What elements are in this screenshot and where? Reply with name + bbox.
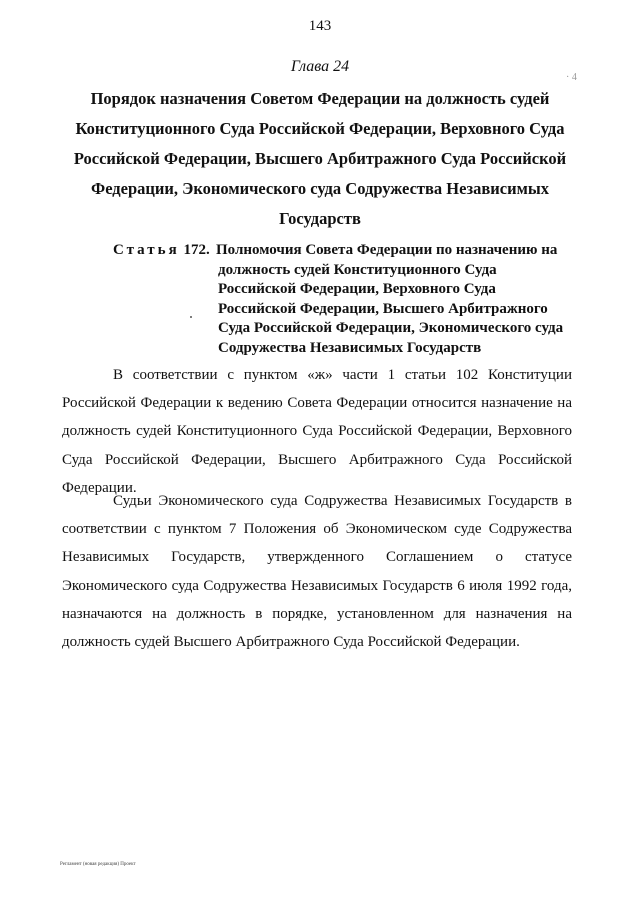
chapter-title-line: Конституционного Суда Российской Федерации, Верховного Суда xyxy=(75,119,565,138)
paragraph-line: Экономического суда Содружества Независимых Государств 6 июля 1992 года, xyxy=(62,577,572,594)
paragraph-line: должность судей Конституционного Суда Российской Федерации, Верховного xyxy=(62,423,572,440)
article-title-line: должность судей Конституционного Суда xyxy=(218,261,497,278)
paragraph-line: должность судей Высшего Арбитражного Суда Российской Федерации. xyxy=(62,634,520,651)
paragraph-line: назначаются на должность в порядке, установленном для назначения на xyxy=(62,605,572,622)
paragraph-2 xyxy=(62,487,572,656)
paragraph-line: Российской Федерации к ведению Совета Федерации относится назначение на xyxy=(62,395,572,412)
article-label xyxy=(113,241,210,261)
article-title-line: Полномочия Совета Федерации по назначению на xyxy=(216,242,558,258)
paragraph-line: Судьи Экономического суда Содружества Независимых Государств в xyxy=(113,493,572,509)
article-title-line: Российской Федерации, Верховного Суда xyxy=(218,281,496,298)
page-number: 143 xyxy=(308,18,332,34)
chapter-title-line: Федерации, Экономического суда Содружества Независимых xyxy=(91,179,549,198)
paragraph-line: соответствии с пунктом 7 Положения об Экономическом суде Содружества xyxy=(62,521,572,538)
article-title xyxy=(216,241,586,359)
article-label-word: Статья xyxy=(113,242,180,258)
paragraph-line: Независимых Государств, утвержденного Соглашением о статусе xyxy=(62,549,572,566)
article-number: 172. xyxy=(183,242,210,258)
scan-speck xyxy=(190,316,192,318)
chapter-title xyxy=(60,84,580,234)
footer-mark: Регламент (новая редакция) Проект xyxy=(60,862,136,867)
paragraph-line: Федерации. xyxy=(62,479,137,496)
scan-corner-mark: · 4 xyxy=(566,72,577,83)
paragraph-line: В соответствии с пунктом «ж» части 1 статьи 102 Конституции xyxy=(113,367,572,383)
chapter-title-line: Порядок назначения Советом Федерации на должность судей xyxy=(90,89,550,108)
paragraph-line: Суда Российской Федерации, Высшего Арбитражного Суда Российской xyxy=(62,451,572,468)
article-title-line: Содружества Независимых Государств xyxy=(218,339,482,356)
chapter-title-line: Государств xyxy=(279,209,361,228)
paragraph-1 xyxy=(62,361,572,502)
article-title-line: Российской Федерации, Высшего Арбитражного xyxy=(218,300,548,317)
chapter-title-line: Российской Федерации, Высшего Арбитражного Суда Российской xyxy=(73,149,567,168)
article-title-line: Суда Российской Федерации, Экономического суда xyxy=(218,320,564,337)
chapter-label: Глава 24 xyxy=(290,58,350,75)
